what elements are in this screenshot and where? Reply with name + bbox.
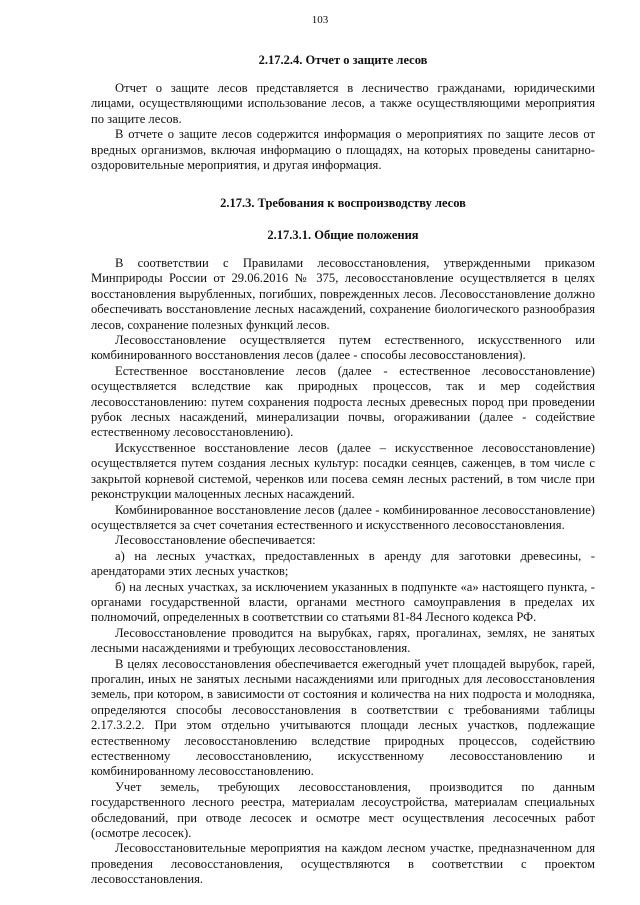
paragraph: Отчет о защите лесов представляется в лесничество гражданами, юридическими лицами, осуществляющими использование лесов, а также осуществляющими мероприятия по защите лесов. (91, 81, 595, 126)
page-number: 103 (311, 14, 329, 26)
paragraph: Учет земель, требующих лесовосстановления, производится по данным государственного лесного реестра, материалам лесоустройства, материалам специальных обследований, при отводе лесосек и осмотре мест осуществления лесосечных работ (осмотре лесосек). (91, 779, 595, 841)
section-heading-forest-protection-report: 2.17.2.4. Отчет о защите лесов (258, 53, 428, 67)
paragraph: В целях лесовосстановления обеспечивается ежегодный учет площадей вырубок, гарей, прогалин, иных не занятых лесными насаждениями или пригодных для лесовосстановления земель, при котором, в зависимости от состояния и количества на них подроста и молодняка, определяются способы лесовосстановления в соответствии с требованиями таблицы 2.17.3.2.2. При этом отдельно учитываются площади лесных участков, подлежащие естественному лесовосстановлению вследствие природных процессов, содействию естественному лесовосстановлению, искусственному лесовосстановлению и комбинированному лесовосстановлению. (91, 656, 595, 779)
section-heading-general-provisions: 2.17.3.1. Общие положения (267, 228, 419, 242)
paragraph: Искусственное восстановление лесов (далее – искусственное лесовосстановление) осуществляется путем создания лесных культур: посадки сеянцев, саженцев, в том числе с закрытой корневой системой, черенков или посева семян лесных растений, в том числе при реконструкции малоценных лесных насаждений. (91, 440, 595, 502)
list-item: б) на лесных участках, за исключением указанных в подпункте «а» настоящего пункта, - органами государственной власти, органами местного самоуправления в пределах их полномочий, определенных в соответствии со статьями 81-84 Лесного кодекса РФ. (91, 579, 595, 625)
section-body-forest-protection-report (91, 81, 595, 173)
paragraph: Лесовосстановительные мероприятия на каждом лесном участке, предназначенном для проведения лесовосстановления, осуществляются в соответствии с проектом лесовосстановления. (91, 841, 595, 887)
paragraph: Лесовосстановление осуществляется путем естественного, искусственного или комбинированного восстановления лесов (далее - способы лесовосстановления). (91, 333, 595, 363)
section-body-general-provisions (91, 256, 595, 888)
list-item: а) на лесных участках, предоставленных в аренду для заготовки древесины, - арендаторами этих лесных участков; (91, 548, 595, 579)
paragraph: В отчете о защите лесов содержится информация о мероприятиях по защите лесов от вредных организмов, включая информацию о площадях, на которых проведены санитарно-оздоровительные мероприятия, и другая информация. (91, 127, 595, 173)
section-heading-reproduction-requirements: 2.17.3. Требования к воспроизводству лесов (220, 196, 466, 210)
paragraph: Лесовосстановление проводится на вырубках, гарях, прогалинах, землях, не занятых лесными насаждениями и требующих лесовосстановления. (91, 625, 595, 656)
paragraph: Лесовосстановление обеспечивается: (115, 533, 316, 548)
paragraph: Естественное восстановление лесов (далее - естественное лесовосстановление) осуществляется вследствие как природных процессов, так и мер содействия лесовосстановлению: путем сохранения подроста лесных древесных пород при проведении рубок лесных насаждений, минерализации почвы, огораживании (далее - содействие естественному лесовосстановлению). (91, 363, 595, 440)
paragraph: Комбинированное восстановление лесов (далее - комбинированное лесовосстановление) осуществляется за счет сочетания естественного и искусственного лесовосстановления. (91, 502, 595, 532)
paragraph: В соответствии с Правилами лесовосстановления, утвержденными приказом Минприроды России от 29.06.2016 № 375, лесовосстановление осуществляется в целях восстановления вырубленных, погибших, поврежденных лесов. Лесовосстановление должно обеспечивать восстановление лесных насаждений, сохранение биологического разнообразия лесов, сохранение полезных функций лесов. (91, 256, 595, 332)
